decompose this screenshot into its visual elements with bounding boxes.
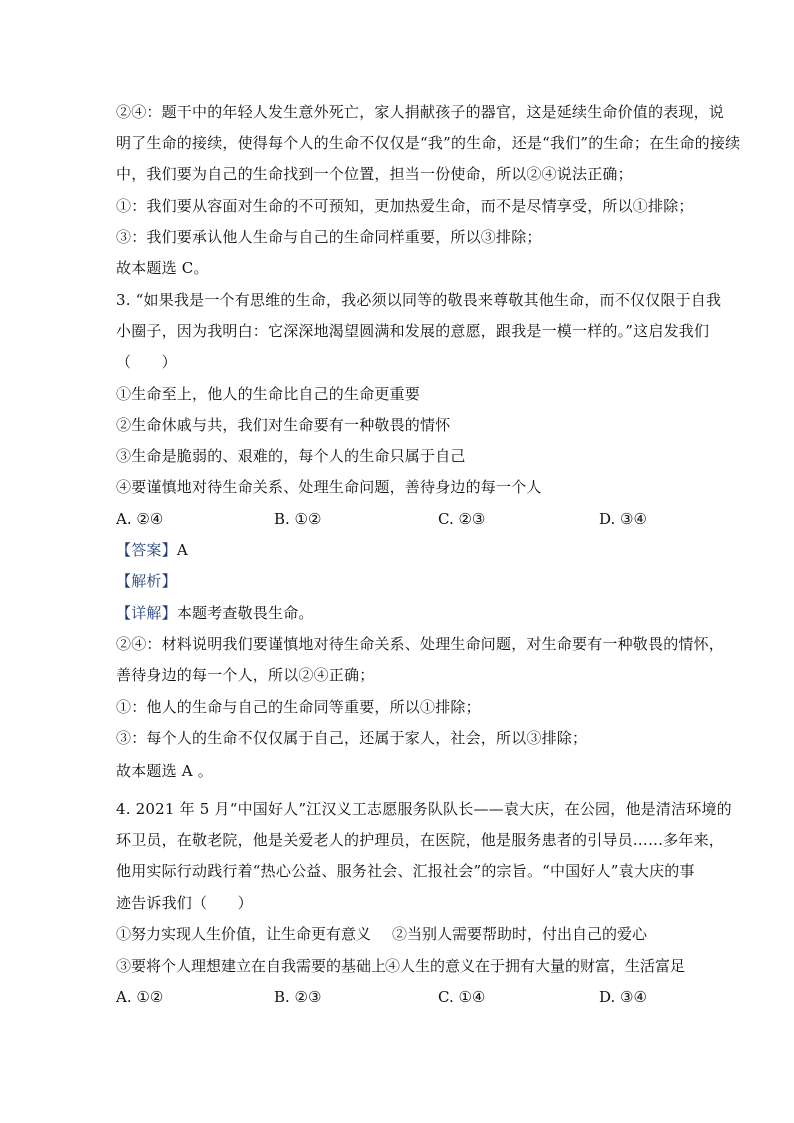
statement-item: ③要将个人理想建立在自我需要的基础上 <box>116 957 387 975</box>
statement-item: ①生命至上，他人的生命比自己的生命更重要 <box>116 385 421 403</box>
text-line: 明了生命的接续，使得每个人的生命不仅仅是“我”的生命，还是“我们”的生命；在生命的接续 <box>116 134 741 152</box>
detail-label: 【详解】 <box>116 604 177 622</box>
question-3-stem: 3. “如果我是一个有思维的生命，我必须以同等的敬畏来尊敬其他生命，而不仅仅限于自我 <box>116 291 722 309</box>
detail-text: 本题考查敬畏生命。 <box>176 604 314 622</box>
text-line: ①：我们要从容面对生命的不可预知，更加热爱生命，而不是尽情享受，所以①排除； <box>116 197 694 215</box>
text-line: ③：我们要承认他人生命与自己的生命同样重要，所以③排除； <box>116 228 542 246</box>
analysis-line <box>116 571 177 591</box>
text-line: 故本题选 A 。 <box>116 762 213 780</box>
option-c: C. ②③ <box>438 510 486 528</box>
option-a: A. ②④ <box>116 510 164 528</box>
option-a: A. ①② <box>116 988 164 1006</box>
detail-line <box>116 603 314 623</box>
text-line: 善待身边的每一个人，所以②④正确； <box>116 666 375 684</box>
statement-item: ②当别人需要帮助时，付出自己的爱心 <box>392 925 648 943</box>
text-line: ①：他人的生命与自己的生命同等重要，所以①排除； <box>116 698 481 716</box>
text-line: ②④：题干中的年轻人发生意外死亡，家人捐献孩子的器官，这是延续生命价值的表现，说 <box>116 103 725 121</box>
text-line: 故本题选 C。 <box>116 259 209 277</box>
option-b: B. ②③ <box>274 988 322 1006</box>
answer-line <box>116 540 188 560</box>
statement-item: ④要谨慎地对待生命关系、处理生命问题，善待身边的每一个人 <box>116 478 542 496</box>
text-line: ③：每个人的生命不仅仅属于自己，还属于家人，社会，所以③排除； <box>116 729 588 747</box>
question-4-stem: 他用实际行动践行着“热心公益、服务社会、汇报社会”的宗旨。“中国好人”袁大庆的事 <box>116 862 695 880</box>
option-d: D. ③④ <box>599 510 647 528</box>
option-d: D. ③④ <box>599 988 647 1006</box>
statement-item: ②生命休戚与共，我们对生命要有一种敬畏的情怀 <box>116 416 451 434</box>
question-4-stem: 迹告诉我们（ ） <box>116 894 253 912</box>
answer-label: 【答案】 <box>116 541 177 559</box>
answer-value: A <box>176 541 188 559</box>
question-3-stem: 小圈子，因为我明白：它深深地渴望圆满和发展的意愿，跟我是一模一样的。”这启发我们 <box>116 322 710 340</box>
answer-blank: （ ） <box>116 353 177 371</box>
statement-item: ①努力实现人生价值，让生命更有意义 <box>116 925 372 943</box>
analysis-label: 【解析】 <box>116 572 177 590</box>
option-b: B. ①② <box>274 510 322 528</box>
question-4-stem: 4. 2021 年 5 月“中国好人”江汉义工志愿服务队队长——袁大庆，在公园，他是清洁环境的 <box>116 800 732 818</box>
question-4-stem: 环卫员，在敬老院，他是关爱老人的护理员，在医院，他是服务患者的引导员……多年来， <box>116 831 725 849</box>
text-line: 中，我们要为自己的生命找到一个位置，担当一份使命，所以②④说法正确； <box>116 165 633 183</box>
statement-item: ④人生的意义在于拥有大量的财富，生活富足 <box>385 957 686 975</box>
option-c: C. ①④ <box>438 988 486 1006</box>
text-line: ②④：材料说明我们要谨慎地对待生命关系、处理生命问题，对生命要有一种敬畏的情怀， <box>116 635 725 653</box>
statement-item: ③生命是脆弱的、艰难的，每个人的生命只属于自己 <box>116 447 466 465</box>
